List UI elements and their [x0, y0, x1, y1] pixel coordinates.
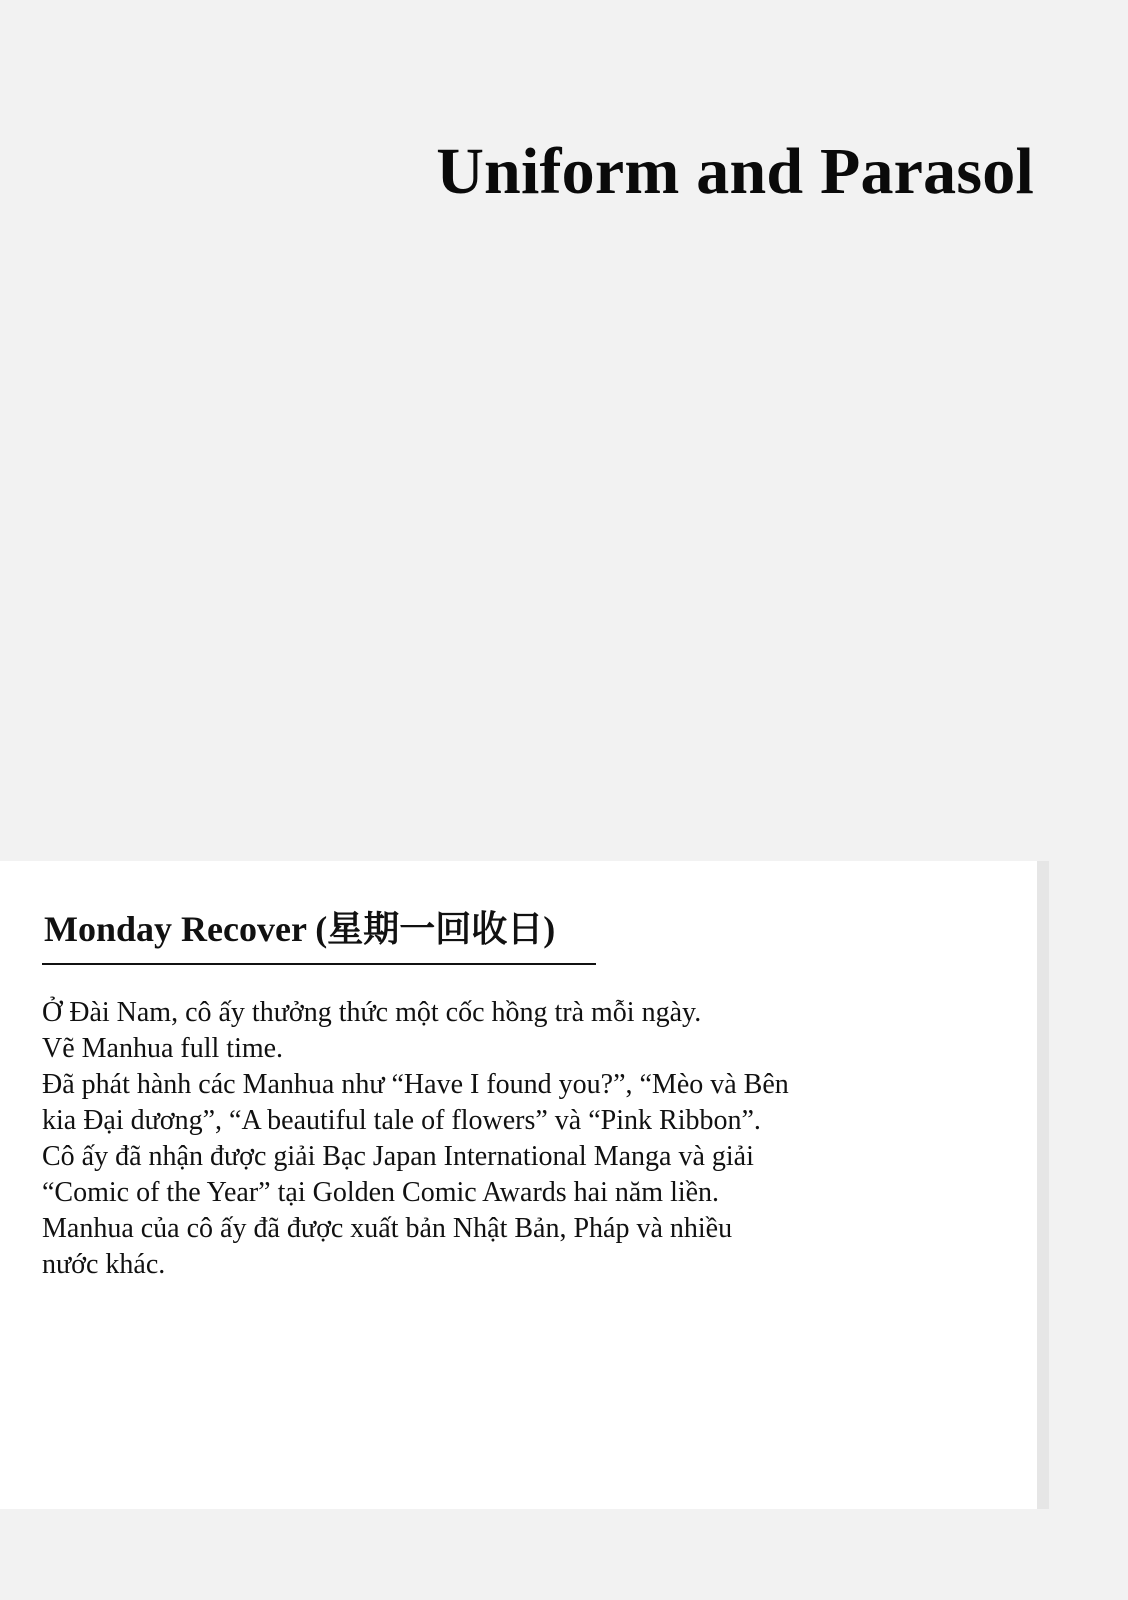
author-name-heading: Monday Recover (星期一回收日)	[44, 909, 556, 949]
bio-line: Vẽ Manhua full time.	[42, 1033, 284, 1064]
bio-line: kia Đại dương”, “A beautiful tale of flowers” và “Pink Ribbon”.	[42, 1105, 761, 1136]
bio-line: Manhua của cô ấy đã được xuất bản Nhật Bản, Pháp và nhiều	[42, 1213, 733, 1244]
heading-underline	[42, 963, 596, 965]
bio-line: Cô ấy đã nhận được giải Bạc Japan International Manga và giải	[42, 1141, 754, 1172]
card-shadow-edge	[1037, 861, 1049, 1509]
bio-line: “Comic of the Year” tại Golden Comic Awards hai năm liền.	[42, 1177, 720, 1208]
bio-line: nước khác.	[42, 1249, 166, 1280]
author-bio-text	[42, 995, 872, 1283]
page-title: Uniform and Parasol	[436, 135, 1034, 208]
bio-line: Đã phát hành các Manhua như “Have I found you?”, “Mèo và Bên	[42, 1069, 789, 1100]
bio-line: Ở Đài Nam, cô ấy thưởng thức một cốc hồng trà mỗi ngày.	[42, 997, 702, 1028]
